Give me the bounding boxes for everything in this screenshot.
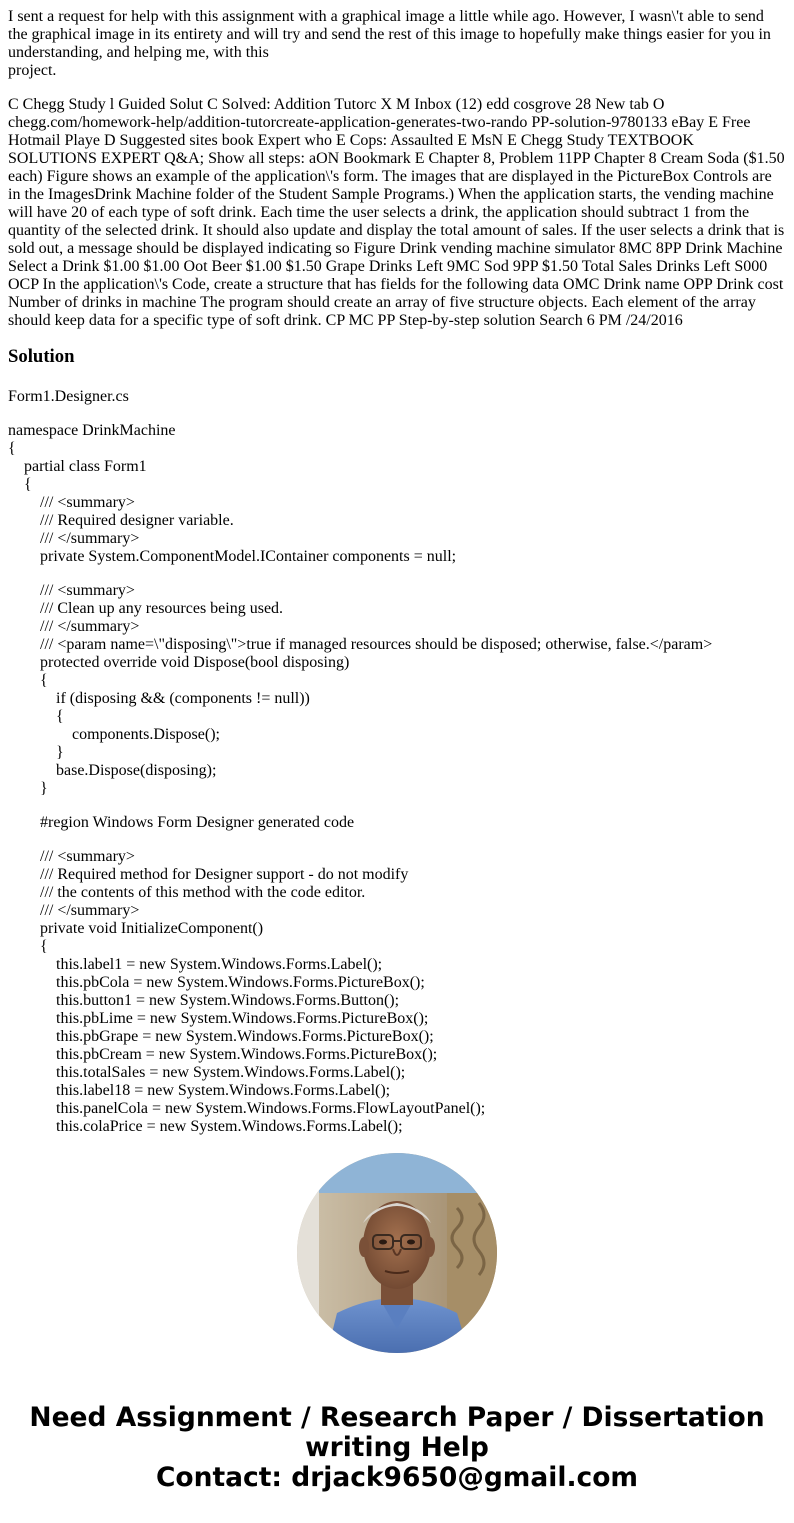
code-line: /// Required method for Designer support - do not modify: [8, 866, 409, 883]
solution-heading: Solution: [8, 346, 75, 367]
code-line: [8, 832, 786, 848]
code-line: this.totalSales = new System.Windows.Forms.Label();: [8, 1064, 406, 1081]
code-line: namespace DrinkMachine: [8, 422, 176, 439]
contact-email[interactable]: Contact: drjack9650@gmail.com: [155, 1462, 639, 1493]
code-line: /// Required designer variable.: [8, 512, 234, 529]
code-line: }: [8, 780, 48, 797]
code-line: [8, 798, 786, 814]
code-line: /// </summary>: [8, 530, 140, 547]
code-line: {: [8, 708, 64, 725]
code-line: }: [8, 744, 64, 761]
code-line: if (disposing && (components != null)): [8, 690, 310, 707]
code-line: {: [8, 476, 32, 493]
code-line: /// </summary>: [8, 618, 140, 635]
code-line: /// <summary>: [8, 582, 135, 599]
question-ocr-text: C Chegg Study l Guided Solut C Solved: Addition Tutorc X M Inbox (12) edd cosgrove 28 New tab O chegg.com/homework-help/addition-tutorcreate-application-generates-two-rando PP-solution-9780133 eBay E Free Hotmail Playe D Suggested sites book Expert who E Cops: Assaulted E MsN E Chegg Study TEXTBOOK SOLUTIONS EXPERT Q&A; Show all steps: aON Bookmark E Chapter 8, Problem 11PP Chapter 8 Cream Soda ($1.50 each) Figure shows an example of the application\'s form. The images that are displayed in the PictureBox Controls are in the ImagesDrink Machine folder of the Student Sample Programs.) When the application starts, the vending machine will have 20 of each type of soft drink. Each time the user selects a drink, the application should subtract 1 from the quantity of the selected drink. It should also update and display the total amount of sales. If the user selects a drink that is sold out, a message should be displayed indicating so Figure Drink vending machine simulator 8MC 8PP Drink Machine Select a Drink $1.00 $1.00 Oot Beer $1.00 $1.50 Grape Drinks Left 9MC Sod 9PP $1.50 Total Sales Drinks Left S000 OCP In the application\'s Code, create a structure that has fields for the following data OMC Drink name OPP Drink cost Number of drinks in machine The program should create an array of five structure objects. Each element of the array should keep data for a specific type of soft drink. CP MC PP Step-by-step solution Search 6 PM /24/2016: [8, 96, 785, 329]
code-line: this.pbCola = new System.Windows.Forms.PictureBox();: [8, 974, 425, 991]
banner-line-1: Need Assignment / Research Paper / Dissertation: [29, 1402, 765, 1433]
question-request: [8, 8, 786, 80]
code-line: {: [8, 440, 16, 457]
code-line: this.label1 = new System.Windows.Forms.Label();: [8, 956, 383, 973]
code-line: protected override void Dispose(bool disposing): [8, 654, 350, 671]
solution-filename: Form1.Designer.cs: [8, 388, 129, 405]
code-listing: [8, 422, 786, 1146]
code-line: this.colaPrice = new System.Windows.Forms.Label();: [8, 1118, 403, 1135]
author-portrait-icon: [297, 1153, 497, 1353]
code-line: #region Windows Form Designer generated code: [8, 814, 355, 831]
code-line: private System.ComponentModel.IContainer components = null;: [8, 548, 457, 565]
code-line: {: [8, 672, 48, 689]
code-line: /// </summary>: [8, 902, 140, 919]
banner-line-2: writing Help: [305, 1432, 489, 1463]
request-line-1: I sent a request for help with this assignment with a graphical image a little while ago. However, I wasn\'t able to send the graphical image in its entirety and will try and send the rest of this image to hopefully make things easier for you in understanding, and helping me, with this: [8, 8, 771, 61]
code-line: this.pbCream = new System.Windows.Forms.PictureBox();: [8, 1046, 438, 1063]
code-line: this.button1 = new System.Windows.Forms.Button();: [8, 992, 400, 1009]
code-line: /// <summary>: [8, 494, 135, 511]
code-line: this.panelCola = new System.Windows.Forms.FlowLayoutPanel();: [8, 1100, 486, 1117]
code-line: components.Dispose();: [8, 726, 220, 743]
code-line: this.pbLime = new System.Windows.Forms.PictureBox();: [8, 1010, 429, 1027]
code-line: [8, 566, 786, 582]
request-line-2: project.: [8, 62, 57, 79]
code-line: private void InitializeComponent(): [8, 920, 264, 937]
code-line: /// Clean up any resources being used.: [8, 600, 284, 617]
code-line: {: [8, 938, 48, 955]
code-line: /// <param name=\"disposing\">true if managed resources should be disposed; otherwise, false.</param>: [8, 636, 713, 653]
code-line: partial class Form1: [8, 458, 147, 475]
code-line: /// <summary>: [8, 848, 135, 865]
author-avatar: [297, 1153, 497, 1353]
code-line: /// the contents of this method with the code editor.: [8, 884, 366, 901]
contact-banner: [0, 1403, 794, 1493]
code-line: this.label18 = new System.Windows.Forms.Label();: [8, 1082, 391, 1099]
code-line: base.Dispose(disposing);: [8, 762, 217, 779]
code-line: this.pbGrape = new System.Windows.Forms.PictureBox();: [8, 1028, 434, 1045]
